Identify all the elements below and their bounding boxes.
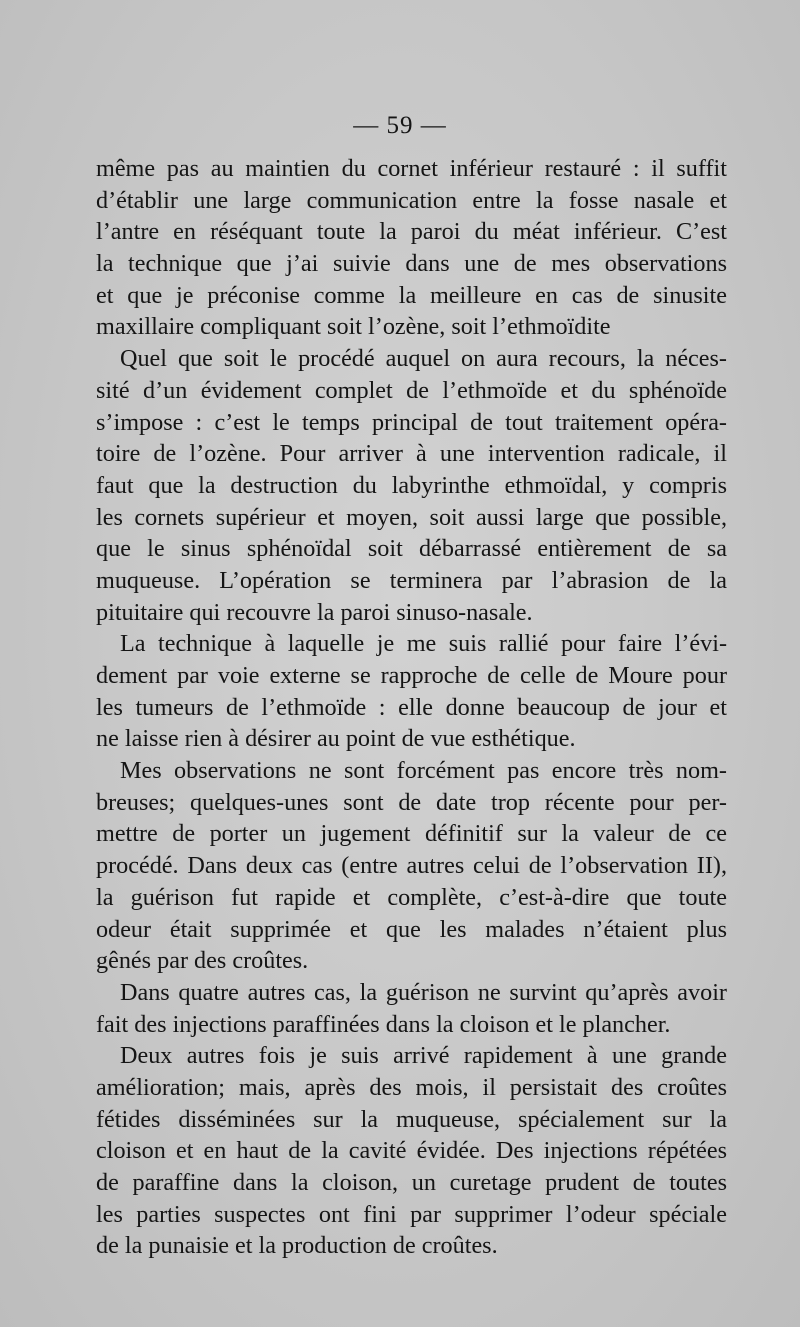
body-text: [96, 153, 727, 1262]
text-line: la technique que j’ai suivie dans une de mes observations: [96, 250, 727, 278]
text-line: cloison et en haut de la cavité évidée. Des injections répétées: [96, 1137, 727, 1165]
text-line: de la punaisie et la production de croûtes.: [96, 1232, 498, 1260]
text-line: muqueuse. L’opération se terminera par l’abrasion de la: [96, 566, 727, 594]
text-line: procédé. Dans deux cas (entre autres celui de l’observation II),: [96, 852, 727, 880]
text-line: Quel que soit le procédé auquel on aura recours, la néces-: [120, 345, 727, 373]
text-line: ne laisse rien à désirer au point de vue esthétique.: [96, 725, 576, 753]
text-line: pituitaire qui recouvre la paroi sinuso-nasale.: [96, 598, 533, 626]
text-line: faut que la destruction du labyrinthe ethmoïdal, y compris: [96, 471, 727, 499]
text-line: maxillaire compliquant soit l’ozène, soit l’ethmoïdite: [96, 313, 611, 341]
text-line: Mes observations ne sont forcément pas encore très nom-: [120, 757, 727, 785]
text-line: Deux autres fois je suis arrivé rapidement à une grande: [120, 1042, 727, 1070]
text-line: odeur était supprimée et que les malades n’étaient plus: [96, 915, 727, 943]
text-line: dement par voie externe se rapproche de celle de Moure pour: [96, 662, 727, 689]
text-line: même pas au maintien du cornet inférieur restauré : il suffit: [96, 155, 727, 182]
text-line: fait des injections paraffinées dans la cloison et le plancher.: [96, 1010, 671, 1038]
text-line: les tumeurs de l’ethmoïde : elle donne beaucoup de jour et: [96, 693, 727, 721]
text-line: d’établir une large communication entre la fosse nasale et: [96, 186, 727, 214]
text-line: fétides disséminées sur la muqueuse, spécialement sur la: [96, 1105, 727, 1133]
text-line: La technique à laquelle je me suis rallié pour faire l’évi-: [120, 630, 727, 658]
text-line: les parties suspectes ont fini par supprimer l’odeur spéciale: [96, 1200, 727, 1228]
text-line: les cornets supérieur et moyen, soit aussi large que possible,: [96, 503, 727, 531]
text-line: Dans quatre autres cas, la guérison ne survint qu’après avoir: [120, 978, 727, 1006]
text-line: et que je préconise comme la meilleure en cas de sinusite: [96, 281, 727, 309]
page-number: — 59 —: [353, 112, 447, 139]
text-line: mettre de porter un jugement définitif sur la valeur de ce: [96, 820, 727, 848]
text-line: l’antre en réséquant toute la paroi du méat inférieur. C’est: [96, 218, 727, 246]
text-line: de paraffine dans la cloison, un curetage prudent de toutes: [96, 1169, 727, 1196]
text-line: s’impose : c’est le temps principal de tout traitement opéra-: [96, 408, 727, 436]
text-line: que le sinus sphénoïdal soit débarrassé entièrement de sa: [96, 535, 727, 563]
text-line: sité d’un évidement complet de l’ethmoïde et du sphénoïde: [96, 376, 727, 404]
text-line: la guérison fut rapide et complète, c’est-à-dire que toute: [96, 883, 727, 911]
text-line: breuses; quelques-unes sont de date trop récente pour per-: [96, 788, 727, 816]
text-line: gênés par des croûtes.: [96, 947, 309, 975]
text-line: amélioration; mais, après des mois, il persistait des croûtes: [96, 1073, 727, 1101]
text-line: toire de l’ozène. Pour arriver à une intervention radicale, il: [96, 440, 727, 468]
